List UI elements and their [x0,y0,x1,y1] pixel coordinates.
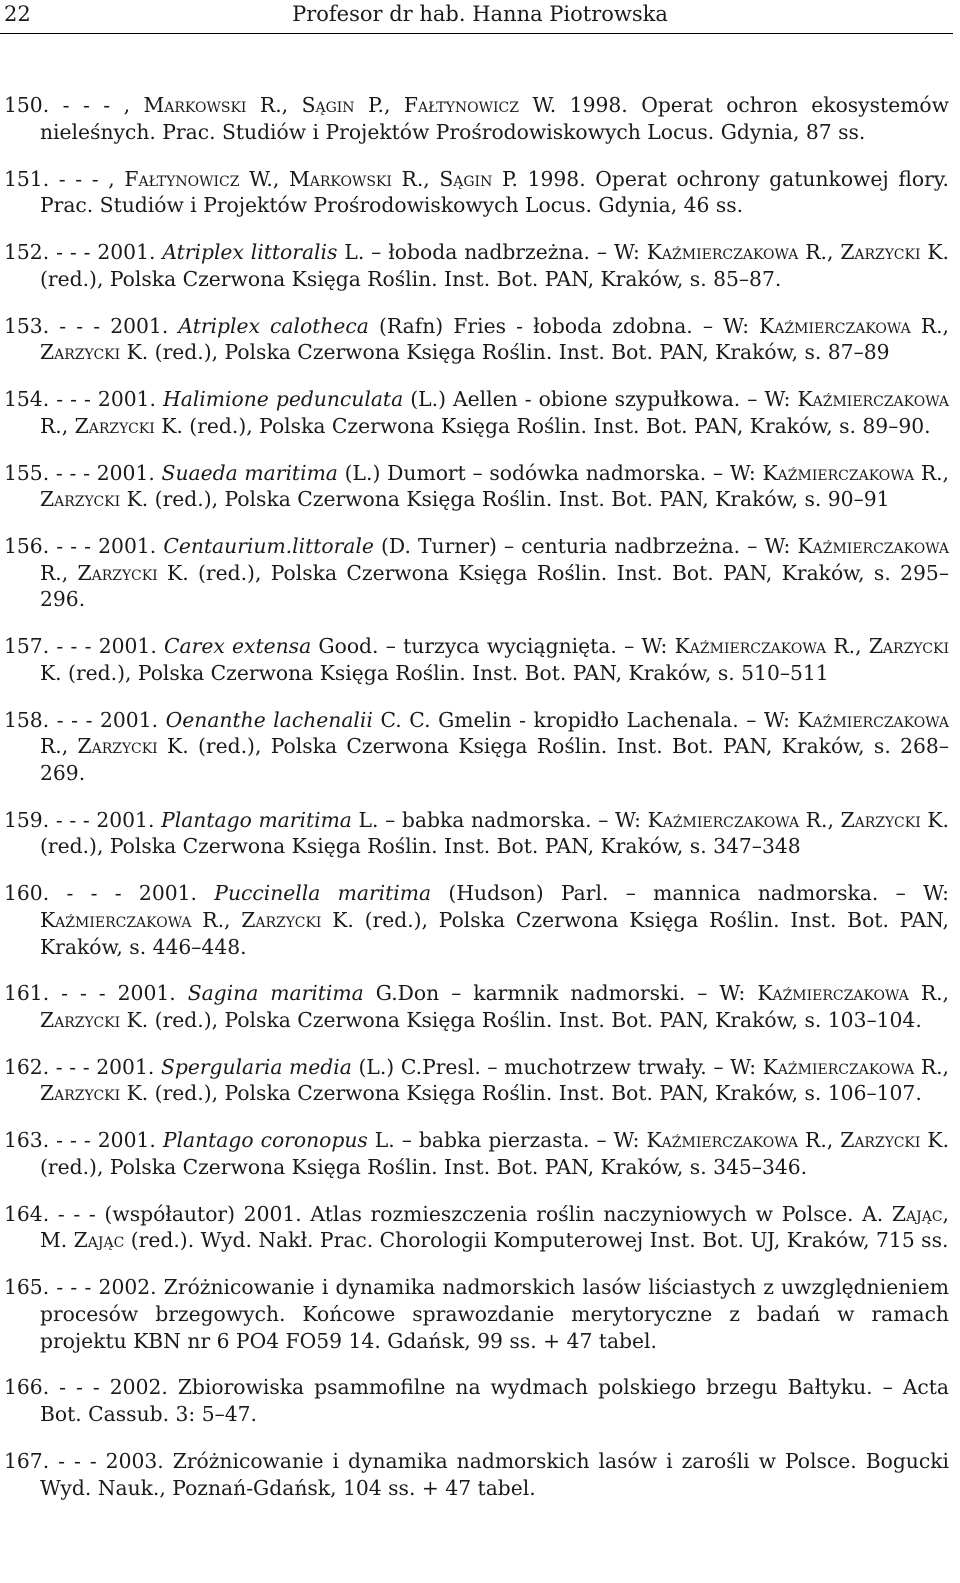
species-name: Puccinella maritima [214,881,432,906]
reference-text: R., [246,93,302,118]
reference-text: 159. - - - 2001. [4,807,162,832]
reference-entry [4,313,949,366]
reference-text: 161. - - - 2001. [4,981,188,1006]
author-name: Kaźmierczakowa [762,460,915,485]
reference-text: W., [239,166,289,191]
reference-entry [4,980,949,1033]
reference-entry [4,633,949,686]
species-name: Atriplex calotheca [178,313,369,338]
author-name: Kaźmierczakowa [759,313,911,338]
author-name: Kaźmierczakowa [757,981,909,1006]
author-name: Zarzycki [40,487,121,512]
author-name: Fałtynowicz [403,93,519,118]
reference-entry [4,386,949,439]
reference-text: 165. - - - 2002. Zróżnicowanie i dynamika nadmorskich lasów liściastych z uwzględnieniem procesów brzegowych. Końcowe sprawozdanie merytoryczne z badań w ramach projektu KBN nr 6 PO4 FO59 14. Gdańsk, 99 ss. + 47 tabel. [4,1275,949,1353]
page-header [0,0,960,36]
reference-list [4,72,949,1506]
reference-text: 150. - - - , [4,93,144,118]
reference-text: K. (red.), Polska Czerwona Księga Roślin. Inst. Bot. PAN, Kraków, s. 268–269. [40,734,949,785]
reference-text: W. 1998. Operat ochron ekosystemów nieleśnych. Prac. Studiów i Projektów Prośrodowiskowych Locus. Gdynia, 87 ss. [40,93,950,144]
reference-entry [4,1274,949,1354]
author-name: Zarzycki [77,734,158,759]
species-name: Halimione pedunculata [163,387,404,412]
author-name: Kaźmierczakowa [647,807,800,832]
reference-text: Good. – turzyca wyciągnięta. – W: [311,634,675,659]
author-name: Kaźmierczakowa [797,534,950,559]
reference-entry [4,92,949,145]
author-name: Zarzycki [77,560,158,585]
reference-text: (Hudson) Parl. – mannica nadmorska. – W: [431,881,949,906]
reference-text: 157. - - - 2001. [4,634,165,659]
author-name: Zarzycki [840,240,921,265]
species-name: Atriplex littoralis [162,240,338,265]
reference-text: K. (red.), Polska Czerwona Księga Roślin. Inst. Bot. PAN, Kraków, s. 510–511 [40,660,829,685]
reference-entry [4,707,949,787]
reference-text: 155. - - - 2001. [4,460,162,485]
reference-text: R., [914,1054,949,1079]
reference-text: C. C. Gmelin - kropidło Lachenala. – W: [372,707,798,732]
reference-text: R., [826,634,869,659]
reference-text: K. (red.), Polska Czerwona Księga Roślin. Inst. Bot. PAN, Kraków, s. 106–107. [120,1081,922,1106]
author-name: Zarzycki [40,340,121,365]
reference-text: 163. - - - 2001. [4,1128,163,1153]
reference-text: 160. - - - 2001. [4,881,215,906]
reference-text: R., [799,807,841,832]
reference-text: 164. - - - (współautor) 2001. Atlas rozmieszczenia roślin naczyniowych w Polsce. A. [4,1201,892,1226]
reference-text: (Rafn) Fries - łoboda zdobna. – W: [368,313,760,338]
reference-text: 154. - - - 2001. [4,387,164,412]
author-name: Kaźmierczakowa [40,907,192,932]
author-name: Sągin [301,93,355,118]
reference-entry [4,1054,949,1107]
reference-text: G.Don – karmnik nadmorski. – W: [363,981,758,1006]
reference-entry [4,533,949,613]
reference-text: 158. - - - 2001. [4,707,166,732]
reference-entry [4,1448,949,1501]
species-name: Oenanthe lachenalii [165,707,373,732]
author-name: Kaźmierczakowa [797,707,950,732]
reference-text: 151. - - - , [4,166,125,191]
reference-text: K. (red.), Polska Czerwona Księga Roślin. Inst. Bot. PAN, Kraków, s. 103–104. [120,1008,922,1032]
reference-text: 156. - - - 2001. [4,534,164,559]
reference-text: R., [191,907,242,932]
reference-text: R., [40,734,78,759]
reference-text: L. – babka nadmorska. – W: [351,807,648,832]
reference-text: (L.) Dumort – sodówka nadmorska. – W: [337,460,763,485]
author-name: Kaźmierczakowa [762,1054,915,1079]
reference-text: (D. Turner) – centuria nadbrzeżna. – W: [373,534,798,559]
reference-text: R., [910,313,949,338]
running-title: Profesor dr hab. Hanna Piotrowska [292,2,668,26]
author-name: Markowski [143,93,247,118]
species-name: Spergularia media [160,1054,352,1079]
author-name: Zając [73,1228,125,1253]
reference-text: , M. [40,1201,949,1253]
author-name: Markowski [288,166,392,191]
reference-text: R., [40,560,78,585]
reference-text: K. (red.), Polska Czerwona Księga Roślin. Inst. Bot. PAN, Kraków, s. 85–87. [40,240,949,291]
reference-text: R., [798,240,841,265]
reference-text: 152. - - - 2001. [4,240,163,265]
reference-text: (L.) C.Presl. – muchotrzew trwały. – W: [351,1054,763,1079]
author-name: Zając [891,1201,943,1226]
species-name: Carex extensa [164,634,312,659]
species-name: Plantago coronopus [162,1128,368,1153]
reference-text: R., [908,981,949,1006]
author-name: Kaźmierczakowa [646,240,799,265]
reference-text: K. (red.), Polska Czerwona Księga Roślin. Inst. Bot. PAN, Kraków, s. 345–346. [40,1128,950,1179]
species-name: Suaeda maritima [161,460,338,485]
reference-text: K. (red.), Polska Czerwona Księga Roślin. Inst. Bot. PAN, Kraków, s. 90–91 [120,487,890,512]
reference-text: 167. - - - 2003. Zróżnicowanie i dynamika nadmorskich lasów i zarośli w Polsce. Bogucki Wyd. Nauk., Poznań-Gdańsk, 104 ss. + 47 tabel. [4,1448,949,1500]
author-name: Zarzycki [868,634,949,659]
reference-text: P., [354,93,404,118]
author-name: Kaźmierczakowa [674,634,827,659]
reference-entry [4,807,949,860]
reference-entry [4,1127,949,1180]
reference-entry [4,880,949,960]
reference-text: R., [914,460,949,485]
reference-entry [4,1201,949,1254]
species-name: Plantago maritima [161,807,352,832]
author-name: Kaźmierczakowa [646,1128,799,1153]
reference-entry [4,166,949,219]
reference-text: L. – babka pierzasta. – W: [367,1128,647,1153]
reference-text: (red.). Wyd. Nakł. Prac. Chorologii Komputerowej Inst. Bot. UJ, Kraków, 715 ss. [124,1228,949,1253]
author-name: Zarzycki [40,1081,121,1106]
reference-text: K. (red.), Polska Czerwona Księga Roślin. Inst. Bot. PAN, Kraków, s. 89–90. [154,413,931,438]
author-name: Zarzycki [40,1008,121,1032]
reference-text: K. (red.), Polska Czerwona Księga Roślin. Inst. Bot. PAN, Kraków, s. 347–348 [40,807,950,859]
author-name: Fałtynowicz [124,166,240,191]
author-name: Zarzycki [840,1128,921,1153]
reference-text: R., [798,1128,841,1153]
species-name: Centaurium.littorale [163,534,374,559]
reference-text: P. 1998. Operat ochrony gatunkowej flory. Prac. Studiów i Projektów Prośrodowiskowych Locus. Gdynia, 46 ss. [40,166,949,218]
reference-text: R., [40,413,75,438]
reference-text: R., [391,166,440,191]
species-name: Sagina maritima [187,981,364,1006]
reference-text: 166. - - - 2002. Zbiorowiska psammofilne na wydmach polskiego brzegu Bałtyku. – Acta Bot. Cassub. 3: 5–47. [4,1375,949,1427]
reference-text: 162. - - - 2001. [4,1054,161,1079]
reference-text: K. (red.), Polska Czerwona Księga Roślin. Inst. Bot. PAN, Kraków, s. 295–296. [40,560,949,612]
reference-text: L. – łoboda nadbrzeżna. – W: [337,240,647,265]
reference-text: K. (red.), Polska Czerwona Księga Roślin. Inst. Bot. PAN, Kraków, s. 446–448. [40,907,950,959]
reference-entry [4,239,949,292]
author-name: Sągin [439,166,493,191]
reference-text: K. (red.), Polska Czerwona Księga Roślin. Inst. Bot. PAN, Kraków, s. 87–89 [120,340,890,365]
author-name: Zarzycki [840,807,921,832]
header-rule [0,33,953,34]
reference-entry [4,460,949,513]
reference-text: 153. - - - 2001. [4,313,179,338]
reference-text: (L.) Aellen - obione szypułkowa. – W: [403,387,798,412]
page-number: 22 [4,2,31,26]
reference-entry [4,1374,949,1427]
author-name: Kaźmierczakowa [797,387,949,412]
author-name: Zarzycki [241,907,322,932]
author-name: Zarzycki [74,413,155,438]
